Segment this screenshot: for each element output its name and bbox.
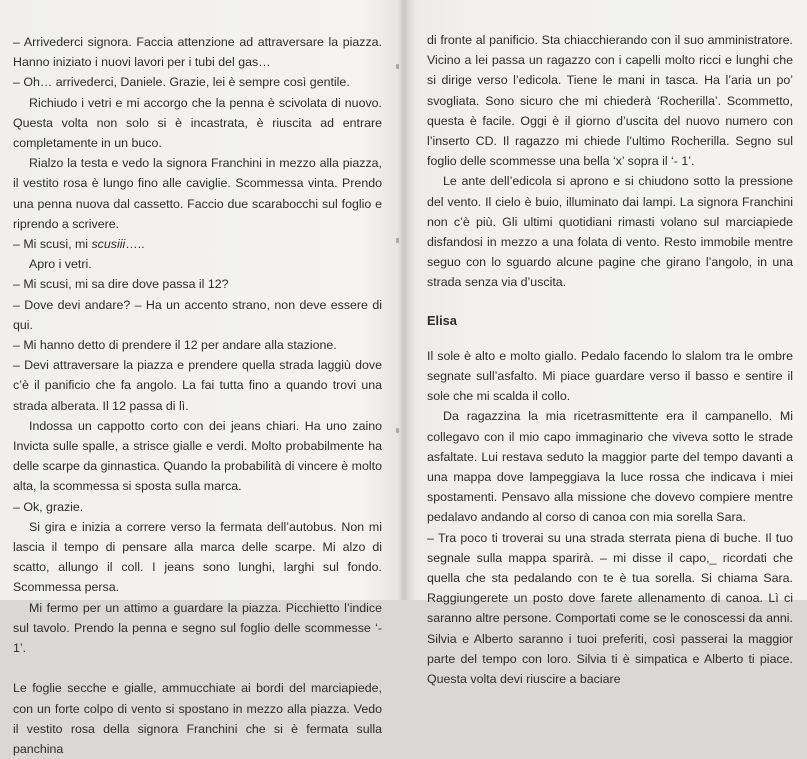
- left-page: [0, 0, 400, 756]
- paragraph: – Devi attraversare la piazza e prendere quella strada laggiù dove c’è il panificio che fa angolo. La fai tutta fino a quando trovi una strada alberata. Il 12 passa di lì.: [13, 358, 382, 413]
- paragraph: – Oh… arrivederci, Daniele. Grazie, lei è sempre così gentile.: [13, 75, 350, 90]
- paragraph: Indossa un cappotto corto con dei jeans chiari. Ha uno zaino Invicta sulle spalle, a strisce gialle e verdi. Molto probabilmente ha delle scarpe da ginnastica. Quando la probabilità di vincere è molto alta, la scommessa si sposta sulla marca.: [13, 418, 382, 494]
- paragraph: Richiudo i vetri e mi accorgo che la penna è scivolata di nuovo. Questa volta non solo si è incastrata, è riuscita ad entrare completamente in un buco.: [13, 95, 382, 151]
- paragraph: – Mi scusi, mi scusiii…..: [13, 237, 145, 252]
- paragraph: Le ante dell’edicola si aprono e si chiudono sotto la pressione del vento. Il cielo è buio, illuminato dai lampi. La signora Franchini non c’è più. Gli ultimi quotidiani rimasti volano sul marciapiede disfandosi in mezzo a una folata di vento. Resto immobile mentre seguo con lo sguardo alcune pagine che girano l’angolo, in una strada senza via d’uscita.: [427, 174, 793, 290]
- paragraph: – Dove devi andare? – Ha un accento strano, non deve essere di qui.: [13, 297, 382, 332]
- paragraph: – Arrivederci signora. Faccia attenzione ad attraversare la piazza. Hanno iniziato i nuovi lavori per i tubi del gas…: [13, 35, 382, 70]
- paragraph: – Mi scusi, mi sa dire dove passa il 12?: [13, 277, 229, 292]
- paragraph: Da ragazzina la mia ricetrasmittente era il campanello. Mi collegavo con il mio capo immaginario che viveva sotto le strade asfaltate. Lui restava seduto la maggior parte del tempo davanti a una mappa dove lampeggiava la luce rossa che indicava i miei spostamenti. Pensavo alla missione che dovevo compiere mentre pedalavo andando al corso di canoa con mia sorella Sara.: [427, 409, 793, 525]
- paragraph: Si gira e inizia a correre verso la fermata dell’autobus. Non mi lascia il tempo di pensare alla marca delle scarpe. Mi alzo di scatto, allungo il coll. I jeans sono lunghi, larghi sul fondo. Scommessa persa.: [13, 519, 382, 595]
- paragraph: – Mi hanno detto di prendere il 12 per andare alla stazione.: [13, 338, 337, 353]
- paragraph: – Ok, grazie.: [13, 499, 84, 514]
- right-page: [408, 0, 807, 687]
- paragraph: di fronte al panificio. Sta chiacchierando con il suo amministratore. Vicino a lei passa un ragazzo con i capelli molto ricci e lunghi che si dirige verso l’edicola. Tiene le mani in tasca. Ha l’aria un po’ svogliata. Sono sicuro che mi chiederà ‘Rocherilla’. Scommetto, questa è facile. Oggi è il giorno d’uscita del nuovo numero con l’inserto CD. Il ragazzo mi chiede l’ultimo Rocherilla. Segno sul foglio delle scommesse una bella ‘x’ sopra il ‘- 1’.: [427, 33, 793, 169]
- paragraph: Le foglie secche e gialle, ammucchiate ai bordi del marciapiede, con un forte colpo di vento si spostano in mezzo alla piazza. Vedo il vestito rosa della signora Franchini che si è fermata sulla panchina: [13, 681, 382, 756]
- paragraph: Apro i vetri.: [29, 257, 92, 272]
- paragraph: Il sole è alto e molto giallo. Pedalo facendo lo slalom tra le ombre segnate sull’asfalto. Mi piace guardare verso il basso e sentire il sole che mi scalda il collo.: [427, 348, 793, 404]
- paragraph: Rialzo la testa e vedo la signora Franchini in mezzo alla piazza, il vestito rosa è lungo fino alle caviglie. Scommessa vinta. Prendo una penna nuova dal cassetto. Faccio due scarabocchi sul foglio e riprendo a scrivere.: [13, 156, 382, 231]
- chapter-heading: Elisa: [427, 312, 457, 328]
- paragraph: – Tra poco ti troverai su una strada sterrata piena di buche. Il tuo segnale sulla mappa sparirà. – mi disse il capo,_ ricordati che quella che sta pedalando con te è tua sorella. Si chiama Sara. Raggiungerete un posto dove farete allenamento di canoa. Lì ci saranno altre persone. Comportati come se le conoscessi da anni. Silvia e Alberto saranno i tuoi preferiti, così passerai la maggior parte del tempo con loro. Silvia ti è simpatica e Alberto ti piace. Questa volta devi riuscire a baciare: [427, 530, 793, 687]
- paragraph: Mi fermo per un attimo a guardare la piazza. Picchietto l’indice sul tavolo. Prendo la penna e segno sul foglio delle scommesse ‘- 1’.: [13, 600, 382, 656]
